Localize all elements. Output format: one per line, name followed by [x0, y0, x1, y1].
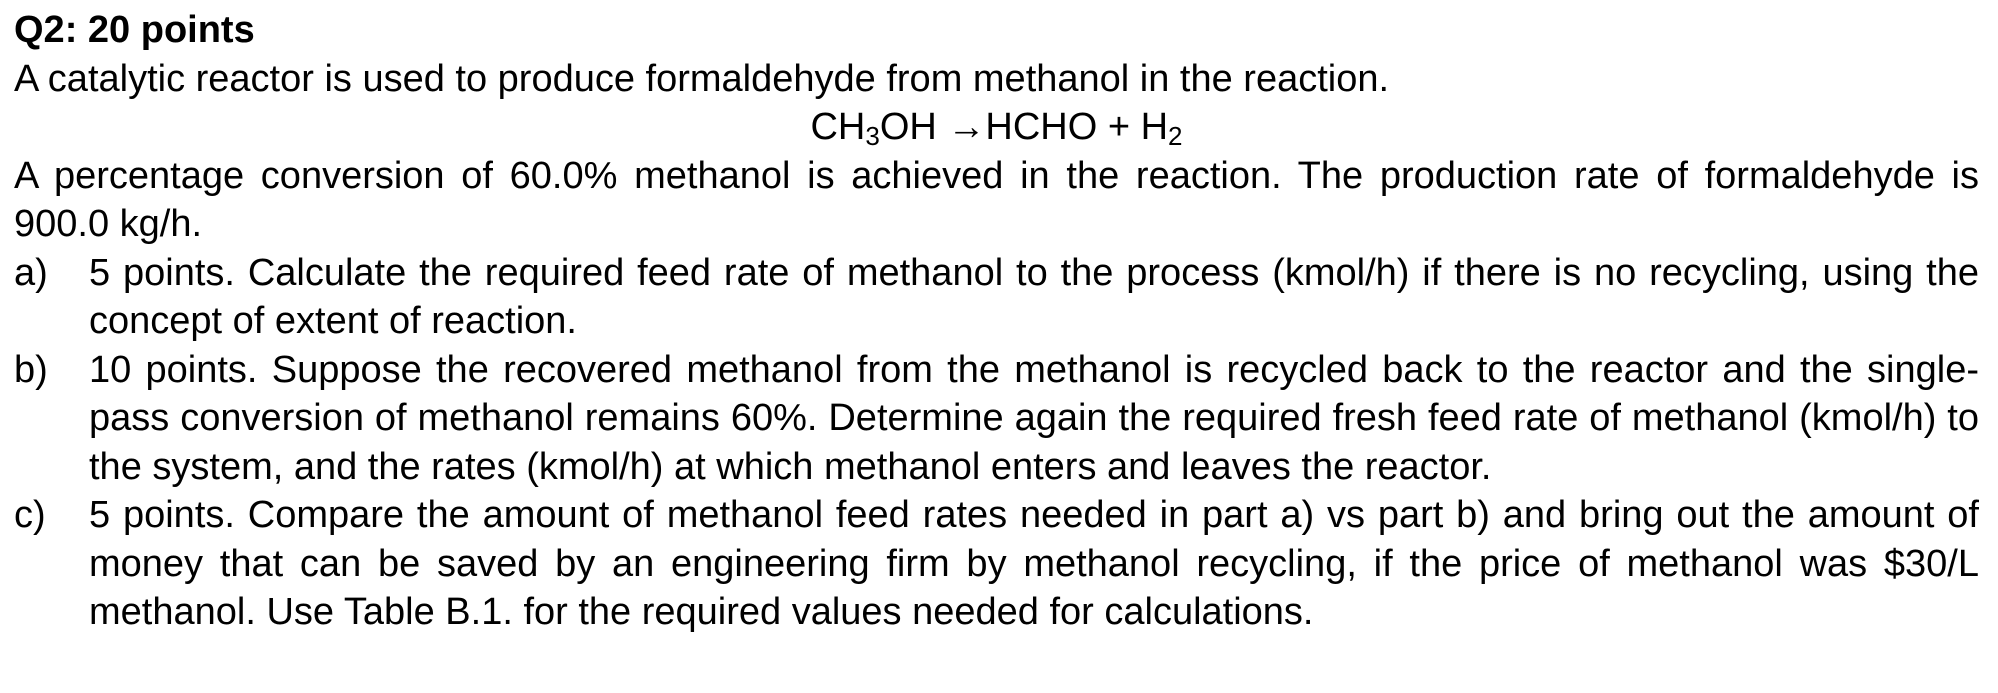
- question-document: [14, 6, 1979, 637]
- reaction-equation: [14, 103, 1979, 152]
- equation-subscript-1: 3: [865, 121, 880, 151]
- part-c-text: 5 points. Compare the amount of methanol feed rates needed in part a) vs part b) and bring out the amount of money that can be saved by an engineering firm by methanol recycling, if the price of methanol was $30/L methanol. Use Table B.1. for the required values needed for calculations.: [89, 494, 1979, 633]
- question-part-a: [14, 249, 1979, 346]
- equation-part2: OH →HCHO + H: [879, 106, 1169, 148]
- question-description: A percentage conversion of 60.0% methanol is achieved in the reaction. The production rate of formaldehyde is 900.0 kg/h.: [14, 154, 1979, 245]
- part-a-marker: a): [14, 251, 48, 294]
- equation-part1: CH: [810, 106, 866, 148]
- question-title: Q2: 20 points: [14, 9, 255, 51]
- equation-subscript-2: 2: [1168, 121, 1183, 151]
- question-part-b: [14, 346, 1979, 492]
- part-b-text: 10 points. Suppose the recovered methanol from the methanol is recycled back to the reactor and the single-pass conversion of methanol remains 60%. Determine again the required fresh feed rate of methanol (kmol/h) to the system, and the rates (kmol/h) at which methanol enters and leaves the reactor.: [89, 348, 1979, 488]
- question-part-c: [14, 491, 1979, 637]
- question-intro: A catalytic reactor is used to produce formaldehyde from methanol in the reaction.: [14, 57, 1390, 100]
- part-c-marker: c): [14, 494, 46, 536]
- part-b-marker: b): [14, 348, 48, 391]
- part-a-text: 5 points. Calculate the required feed rate of methanol to the process (kmol/h) if there is no recycling, using the concept of extent of reaction.: [89, 251, 1979, 342]
